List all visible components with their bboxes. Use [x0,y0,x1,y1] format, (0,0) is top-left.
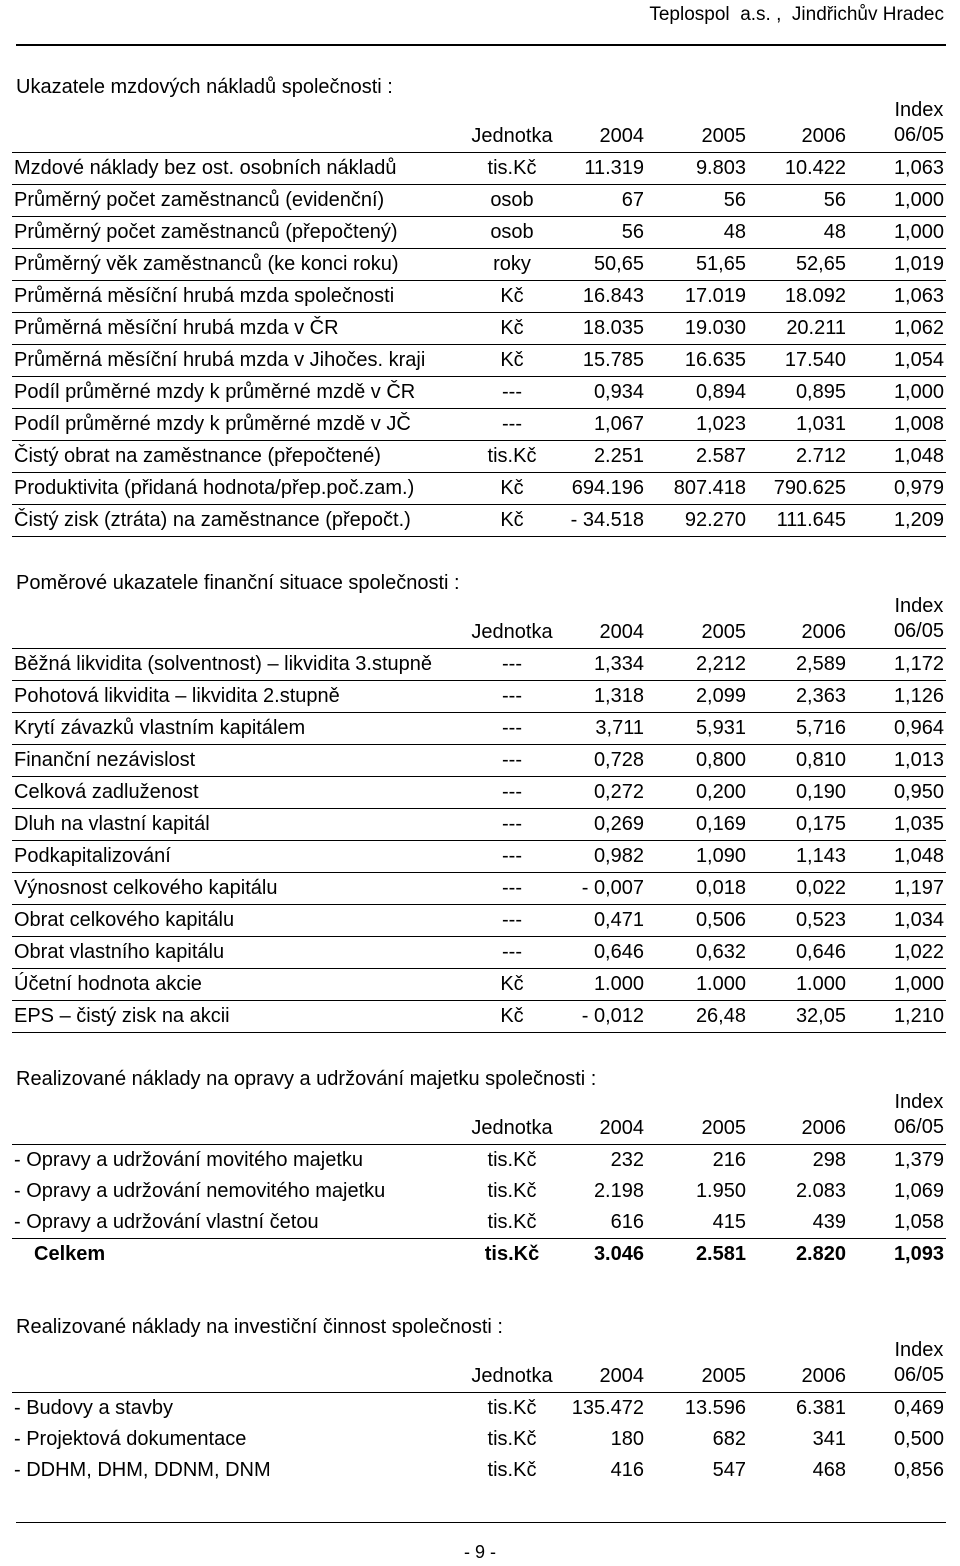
row-value-2005: 17.019 [684,285,746,307]
row-value-2004: 416 [610,1459,644,1481]
row-label: - Opravy a udržování vlastní četou [14,1211,319,1233]
row-value-index: 1,000 [893,189,944,211]
column-header-2004: 2004 [599,1117,644,1139]
row-value-index: 0,500 [893,1428,944,1450]
row-value-2006: 2.083 [795,1180,846,1202]
row-unit: tis.Kč [487,1428,537,1450]
row-value-2005: 0,894 [695,381,746,403]
table-row [12,873,946,905]
row-label: Pohotová likvidita – likvidita 2.stupně [14,685,340,707]
row-value-2005: 9.803 [695,157,746,179]
column-header-index [894,1090,944,1140]
row-value-2004: 3,711 [595,717,644,739]
row-value-index: 1,197 [893,877,944,899]
table-row [12,1238,946,1270]
table-row [12,249,946,281]
column-header-2005: 2005 [701,1365,746,1387]
table-row [12,441,946,473]
row-value-2004: 15.785 [582,349,644,371]
table-row [12,905,946,937]
row-value-index: 1,022 [893,941,944,963]
row-value-2005: 16.635 [684,349,746,371]
column-header-index-period: 06/05 [893,124,944,146]
row-value-2005: 48 [723,221,746,243]
table-row [12,1145,946,1176]
row-value-index: 1,210 [893,1005,944,1027]
column-header-index-label: Index [894,99,944,121]
column-header-2004: 2004 [599,621,644,643]
row-value-2006: 1,143 [795,845,846,867]
row-label: - Opravy a udržování movitého majetku [14,1149,364,1171]
row-unit: --- [502,685,522,707]
table-row [12,777,946,809]
column-header-index-period: 06/05 [893,620,944,642]
column-header-2005: 2005 [701,1117,746,1139]
row-value-2006: 2,589 [795,653,846,675]
row-label: Obrat celkového kapitálu [14,909,235,931]
row-value-2006: 1,031 [795,413,846,435]
company-header: Teplospol a.s. , Jindřichův Hradec [649,4,944,25]
row-unit: --- [502,381,522,403]
row-label: Průměrný počet zaměstnanců (přepočtený) [14,221,398,243]
row-value-index: 1,048 [893,845,944,867]
row-value-index: 1,062 [893,317,944,339]
row-value-2004: 135.472 [571,1397,644,1419]
row-value-index: 0,979 [893,477,944,499]
row-value-2006: 2.712 [795,445,846,467]
column-header-unit: Jednotka [471,621,553,643]
table-row [12,313,946,345]
row-unit: tis.Kč [487,1211,537,1233]
row-value-2006: 32,05 [795,1005,846,1027]
section-title-repairs: Realizované náklady na opravy a udržování majetku společnosti : [16,1068,597,1090]
row-label: Podkapitalizování [14,845,171,867]
row-value-2004: 67 [621,189,644,211]
table-header [12,594,946,649]
row-value-2004: 0,272 [593,781,644,803]
row-label: Podíl průměrné mzdy k průměrné mzdě v JČ [14,413,411,435]
row-label: Celková zadluženost [14,781,199,803]
row-unit: --- [502,941,522,963]
table-header [12,1090,946,1145]
row-value-2006: 0,175 [795,813,846,835]
row-value-index: 1,093 [893,1243,944,1265]
table-row [12,809,946,841]
row-value-2004: 0,982 [593,845,644,867]
row-label: Průměrný počet zaměstnanců (evidenční) [14,189,385,211]
table-row [12,409,946,441]
row-unit: osob [490,221,534,243]
row-unit: --- [502,413,522,435]
table-row [12,649,946,681]
row-unit: tis.Kč [487,1459,537,1481]
row-label: Průměrná měsíční hrubá mzda společnosti [14,285,395,307]
row-value-2005: 2.587 [695,445,746,467]
table-row [12,1393,946,1424]
section-title-financial-ratios: Poměrové ukazatele finanční situace společnosti : [16,572,460,594]
header-rule [16,44,946,46]
row-value-index: 0,856 [893,1459,944,1481]
row-value-2005: 5,931 [695,717,746,739]
row-value-2004: 50,65 [593,253,644,275]
row-value-2005: 1.000 [695,973,746,995]
row-value-2006: 18.092 [784,285,846,307]
row-value-2004: 232 [610,1149,644,1171]
table-row [12,1176,946,1207]
row-label: - DDHM, DHM, DDNM, DNM [14,1459,271,1481]
row-value-index: 1,069 [893,1180,944,1202]
row-value-index: 1,019 [893,253,944,275]
row-label: Průměrná měsíční hrubá mzda v Jihočes. kraji [14,349,426,371]
row-label: EPS – čistý zisk na akcii [14,1005,230,1027]
row-value-2005: 216 [712,1149,746,1171]
row-value-index: 1,035 [893,813,944,835]
row-value-2006: 0,895 [795,381,846,403]
table-row [12,1207,946,1238]
table-header [12,1338,946,1393]
row-value-2006: 0,523 [795,909,846,931]
investments-table [12,1338,946,1486]
row-value-2004: 0,728 [593,749,644,771]
row-label: Dluh na vlastní kapitál [14,813,210,835]
row-value-2004: 3.046 [593,1243,644,1265]
row-value-2004: 1,318 [593,685,644,707]
column-header-2004: 2004 [599,125,644,147]
row-value-index: 1,209 [893,509,944,531]
row-value-2005: 92.270 [684,509,746,531]
table-row [12,713,946,745]
row-value-2006: 468 [812,1459,846,1481]
row-value-2006: 10.422 [784,157,846,179]
financial-ratios-table [12,594,946,1033]
row-value-2004: 2.251 [593,445,644,467]
table-row [12,505,946,537]
row-value-2005: 1,023 [695,413,746,435]
row-value-index: 1,013 [893,749,944,771]
row-value-index: 1,172 [893,653,944,675]
table-row [12,745,946,777]
row-value-2005: 56 [723,189,746,211]
row-unit: tis.Kč [487,1397,537,1419]
table-row [12,185,946,217]
row-value-2005: 0,506 [695,909,746,931]
row-value-index: 0,469 [893,1397,944,1419]
row-value-index: 1,008 [893,413,944,435]
column-header-unit: Jednotka [471,1117,553,1139]
row-label: Průměrný věk zaměstnanců (ke konci roku) [14,253,399,275]
row-value-2005: 547 [712,1459,746,1481]
column-header-2006: 2006 [801,1365,846,1387]
row-unit: osob [490,189,534,211]
row-unit: Kč [500,349,524,371]
row-label: Produktivita (přidaná hodnota/přep.poč.zam.) [14,477,415,499]
page-number: - 9 - [463,1542,496,1562]
section-title-wages: Ukazatele mzdových nákladů společnosti : [16,76,393,98]
row-unit: tis.Kč [487,445,537,467]
row-value-index: 1,379 [893,1149,944,1171]
row-value-2005: 26,48 [695,1005,746,1027]
row-value-2006: 0,022 [795,877,846,899]
row-unit: Kč [500,509,524,531]
row-value-index: 1,063 [893,157,944,179]
table-header [12,98,946,153]
row-unit: Kč [500,973,524,995]
row-value-index: 1,126 [893,685,944,707]
column-header-index-period: 06/05 [893,1364,944,1386]
row-label: Účetní hodnota akcie [14,973,202,995]
row-unit: roky [493,253,531,275]
table-row [12,345,946,377]
table-row [12,1424,946,1455]
row-value-2005: 0,018 [695,877,746,899]
row-unit: tis.Kč [487,157,537,179]
row-value-2005: 415 [712,1211,746,1233]
row-value-index: 1,000 [893,973,944,995]
row-value-index: 1,063 [893,285,944,307]
row-value-index: 1,054 [893,349,944,371]
row-label: Celkem [34,1243,106,1265]
row-value-2005: 13.596 [684,1397,746,1419]
row-value-2004: 0,269 [593,813,644,835]
row-unit: Kč [500,1005,524,1027]
row-unit: --- [502,909,522,931]
table-row [12,153,946,185]
table-row [12,473,946,505]
row-label: - Budovy a stavby [14,1397,173,1419]
row-value-2005: 0,800 [695,749,746,771]
row-value-2005: 0,200 [695,781,746,803]
row-value-2004: 0,934 [593,381,644,403]
row-label: Podíl průměrné mzdy k průměrné mzdě v ČR [14,381,416,403]
column-header-index [894,1338,944,1388]
row-unit: --- [502,749,522,771]
row-label: - Opravy a udržování nemovitého majetku [14,1180,386,1202]
row-value-2004: 1.000 [593,973,644,995]
row-value-2006: 17.540 [784,349,846,371]
row-value-2004: 1,067 [593,413,644,435]
row-value-2004: - 0,007 [581,877,644,899]
row-value-2005: 0,632 [695,941,746,963]
column-header-2006: 2006 [801,125,846,147]
row-value-2005: 0,169 [695,813,746,835]
table-row [12,937,946,969]
row-label: Čistý obrat na zaměstnance (přepočtené) [14,445,381,467]
row-value-2004: - 0,012 [581,1005,644,1027]
row-value-2005: 2,212 [695,653,746,675]
row-label: Krytí závazků vlastním kapitálem [14,717,306,739]
row-value-index: 1,048 [893,445,944,467]
table-row [12,281,946,313]
wages-table [12,98,946,537]
row-value-2004: 0,471 [593,909,644,931]
row-value-2006: 0,810 [795,749,846,771]
row-unit: Kč [500,317,524,339]
row-value-2006: 56 [823,189,846,211]
row-value-2006: 790.625 [773,477,846,499]
column-header-index-label: Index [894,595,944,617]
row-label: Čistý zisk (ztráta) na zaměstnance (přepočt.) [14,509,411,531]
row-value-2006: 48 [823,221,846,243]
repairs-table [12,1090,946,1270]
row-unit: --- [502,653,522,675]
table-row [12,1455,946,1486]
column-header-index [894,594,944,644]
row-label: - Projektová dokumentace [14,1428,247,1450]
row-value-2006: 439 [812,1211,846,1233]
table-row [12,969,946,1001]
table-row [12,377,946,409]
table-row [12,217,946,249]
row-value-2006: 341 [812,1428,846,1450]
row-value-index: 0,950 [893,781,944,803]
row-value-2004: 0,646 [593,941,644,963]
row-value-index: 1,034 [893,909,944,931]
row-value-2004: 16.843 [582,285,644,307]
column-header-index-period: 06/05 [893,1116,944,1138]
footer-rule [16,1522,946,1523]
row-unit: --- [502,845,522,867]
row-value-2005: 682 [712,1428,746,1450]
row-value-2005: 2,099 [695,685,746,707]
row-value-2004: 180 [610,1428,644,1450]
column-header-2006: 2006 [801,621,846,643]
row-value-index: 1,058 [893,1211,944,1233]
row-value-2005: 807.418 [673,477,746,499]
row-unit: tis.Kč [487,1149,537,1171]
row-unit: Kč [500,285,524,307]
table-row [12,841,946,873]
row-label: Běžná likvidita (solventnost) – likvidita 3.stupně [14,653,432,675]
row-label: Finanční nezávislost [14,749,196,771]
row-value-2006: 6.381 [795,1397,846,1419]
row-value-2006: 1.000 [795,973,846,995]
row-value-2004: 2.198 [593,1180,644,1202]
row-value-2006: 298 [812,1149,846,1171]
row-value-2006: 0,646 [795,941,846,963]
row-label: Obrat vlastního kapitálu [14,941,225,963]
row-value-2006: 5,716 [795,717,846,739]
row-unit: --- [502,877,522,899]
row-value-2004: 694.196 [571,477,644,499]
row-value-2004: 56 [621,221,644,243]
table-row [12,1001,946,1033]
row-value-2006: 111.645 [776,509,846,531]
column-header-2004: 2004 [599,1365,644,1387]
column-header-2005: 2005 [701,125,746,147]
row-value-2006: 20.211 [786,317,846,339]
row-label: Výnosnost celkového kapitálu [14,877,278,899]
column-header-unit: Jednotka [471,1365,553,1387]
row-value-2005: 19.030 [684,317,746,339]
row-value-2004: 18.035 [582,317,644,339]
column-header-index [894,98,944,148]
row-unit: --- [502,781,522,803]
row-value-2006: 0,190 [795,781,846,803]
column-header-2005: 2005 [701,621,746,643]
row-value-index: 1,000 [893,381,944,403]
section-title-investments: Realizované náklady na investiční činnost společnosti : [16,1316,503,1338]
row-value-2005: 2.581 [695,1243,746,1265]
row-value-2005: 51,65 [695,253,746,275]
row-value-index: 0,964 [893,717,944,739]
row-value-2006: 2,363 [795,685,846,707]
row-unit: tis.Kč [484,1243,540,1265]
table-row [12,681,946,713]
row-label: Mzdové náklady bez ost. osobních nákladů [14,157,397,179]
row-label: Průměrná měsíční hrubá mzda v ČR [14,317,339,339]
row-value-2006: 2.820 [795,1243,846,1265]
row-value-2004: 11.319 [584,157,644,179]
row-value-2004: - 34.518 [570,509,644,531]
column-header-index-label: Index [894,1339,944,1361]
row-value-2004: 616 [610,1211,644,1233]
row-value-2005: 1.950 [695,1180,746,1202]
row-value-2005: 1,090 [695,845,746,867]
row-unit: tis.Kč [487,1180,537,1202]
column-header-2006: 2006 [801,1117,846,1139]
row-value-2004: 1,334 [593,653,644,675]
row-value-index: 1,000 [893,221,944,243]
row-unit: Kč [500,477,524,499]
row-unit: --- [502,813,522,835]
column-header-unit: Jednotka [471,125,553,147]
row-value-2006: 52,65 [795,253,846,275]
column-header-index-label: Index [894,1091,944,1113]
row-unit: --- [502,717,522,739]
